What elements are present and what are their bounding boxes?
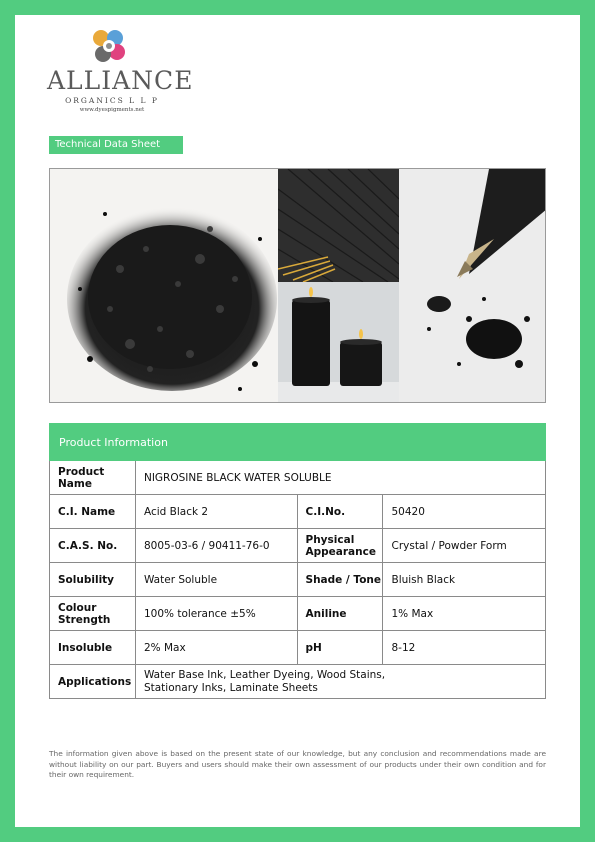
aniline-label: Aniline — [297, 597, 383, 631]
table-row — [50, 631, 546, 665]
table-row — [50, 529, 546, 563]
applications-value: Water Base Ink, Leather Dyeing, Wood Stains, Stationary Inks, Laminate Sheets — [135, 665, 545, 699]
shade-tone-label: Shade / Tone — [297, 563, 383, 597]
colour-strength-value: 100% tolerance ±5% — [135, 597, 297, 631]
table-row — [50, 495, 546, 529]
physical-appearance-label: Physical Appearance — [297, 529, 383, 563]
applications-label: Applications — [50, 665, 136, 699]
brand-subtitle: ORGANICS L L P — [65, 96, 159, 105]
disclaimer-text: The information given above is based on the present state of our knowledge, but any conclusion and recommendations made are without liability on our part. Buyers and users should make their own assessment of our products under their own condition and for their own requirement. — [49, 749, 546, 779]
flower-logo-icon — [87, 26, 129, 70]
table-row — [50, 597, 546, 631]
ci-no-value: 50420 — [383, 495, 546, 529]
physical-appearance-value: Crystal / Powder Form — [383, 529, 546, 563]
incense-sticks-photo — [278, 169, 399, 282]
shade-tone-value: Bluish Black — [383, 563, 546, 597]
table-row — [50, 563, 546, 597]
cas-no-value: 8005-03-6 / 90411-76-0 — [135, 529, 297, 563]
solubility-value: Water Soluble — [135, 563, 297, 597]
insoluble-value: 2% Max — [135, 631, 297, 665]
insoluble-label: Insoluble — [50, 631, 136, 665]
cas-no-label: C.A.S. No. — [50, 529, 136, 563]
ci-name-value: Acid Black 2 — [135, 495, 297, 529]
black-granules-photo — [50, 169, 278, 403]
colour-strength-label: Colour Strength — [50, 597, 136, 631]
ci-no-label: C.I.No. — [297, 495, 383, 529]
section-label: Technical Data Sheet — [49, 136, 183, 154]
black-candles-photo — [278, 282, 399, 403]
aniline-value: 1% Max — [383, 597, 546, 631]
ci-name-label: C.I. Name — [50, 495, 136, 529]
table-heading: Product Information — [50, 424, 546, 461]
fountain-pen-ink-photo — [399, 169, 546, 403]
ph-label: pH — [297, 631, 383, 665]
ph-value: 8-12 — [383, 631, 546, 665]
product-image-collage — [49, 168, 546, 403]
brand-name: ALLIANCE — [47, 66, 194, 95]
product-name-value: NIGROSINE BLACK WATER SOLUBLE — [135, 461, 545, 495]
brand-website[interactable]: www.dyespigments.net — [79, 107, 145, 113]
company-logo — [47, 26, 194, 118]
product-info-table — [49, 423, 546, 699]
product-name-label: Product Name — [50, 461, 136, 495]
solubility-label: Solubility — [50, 563, 136, 597]
